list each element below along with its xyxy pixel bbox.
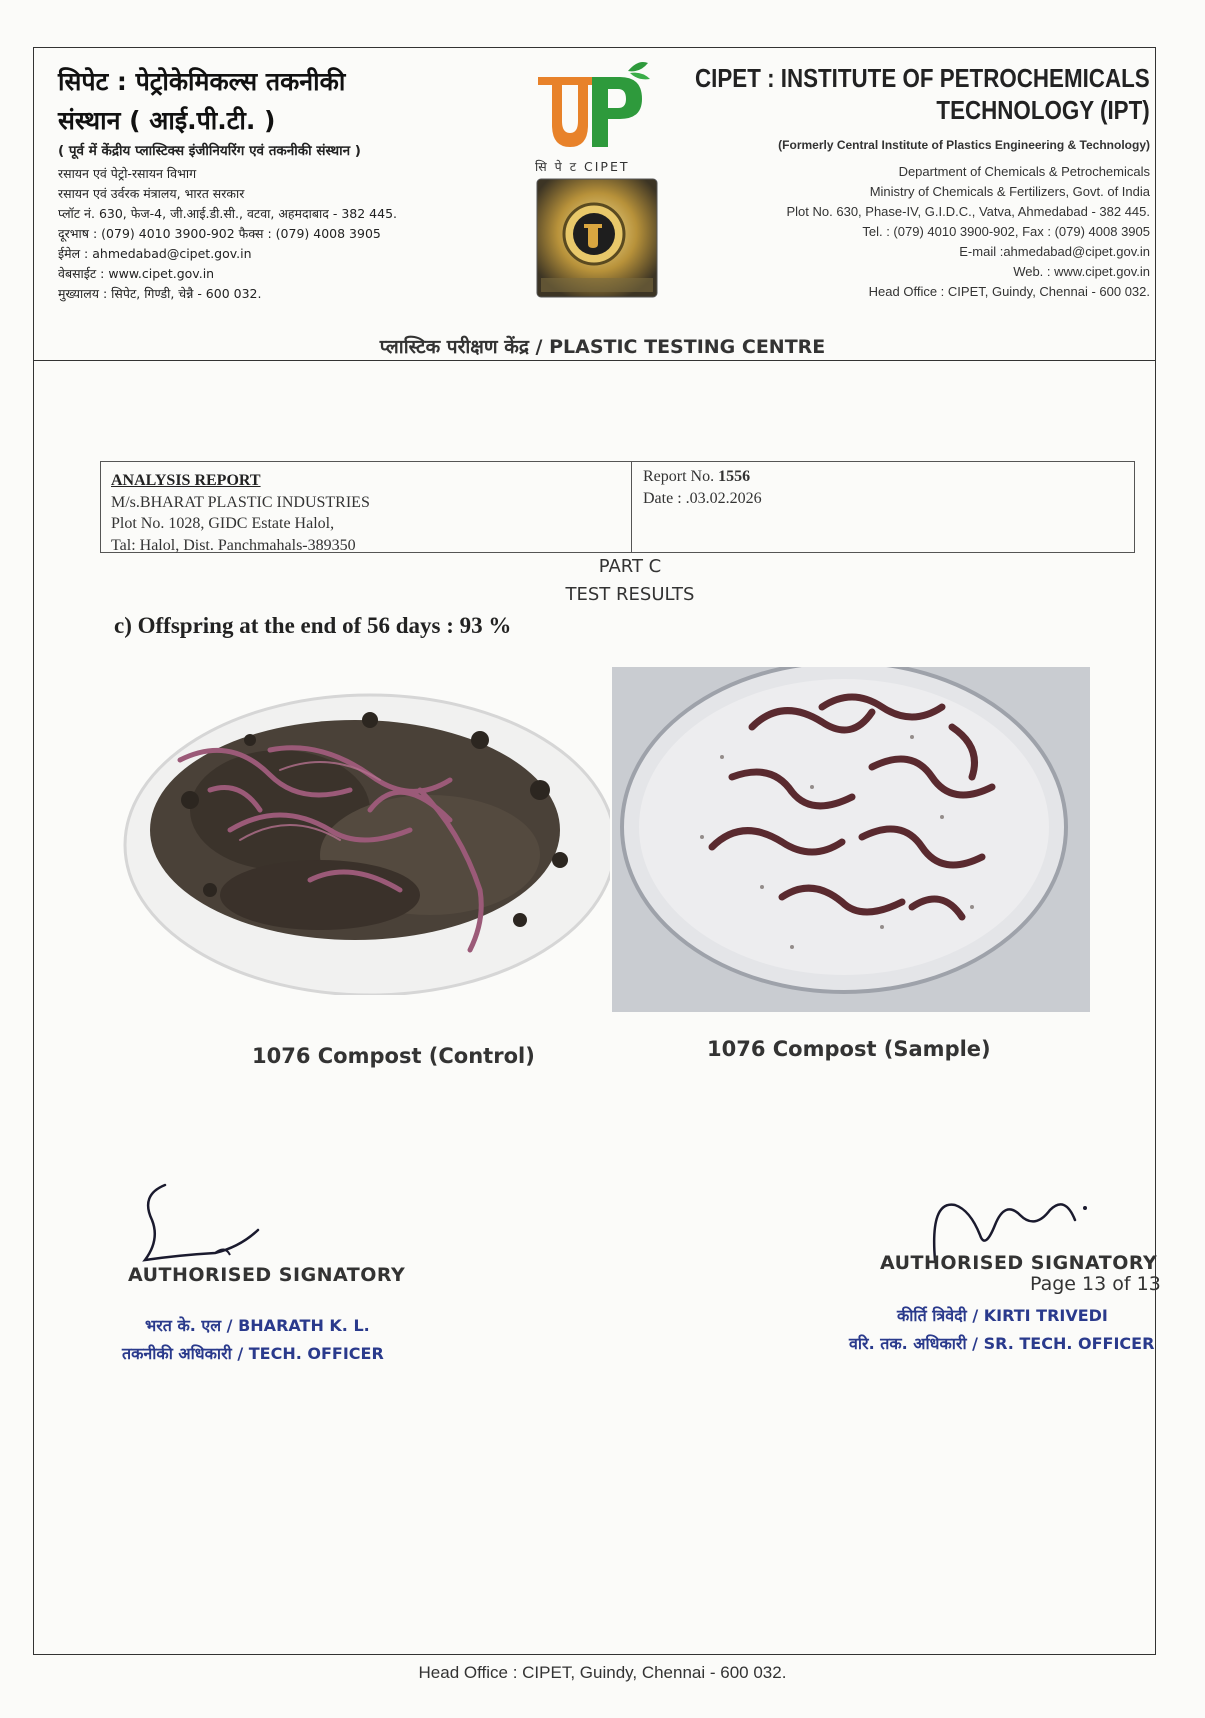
header-divider bbox=[33, 360, 1156, 361]
logo-caption: सि पे ट CIPET bbox=[535, 159, 630, 174]
centre-title: प्लास्टिक परीक्षण केंद्र / PLASTIC TESTING CENTRE bbox=[379, 336, 826, 358]
customer-name: M/s.BHARAT PLASTIC INDUSTRIES bbox=[111, 493, 370, 511]
hindi-institute-title: सिपेट : पेट्रोकेमिकल्स तकनीकी संस्थान ( आई.पी.टी. ) bbox=[58, 67, 346, 135]
offspring-result: c) Offspring at the end of 56 days : 93 % bbox=[114, 613, 512, 638]
hindi-address-line: रसायन एवं पेट्रो-रसायन विभाग bbox=[58, 166, 197, 181]
hindi-address-line: दूरभाष : (079) 4010 3900-902 फैक्स : (079) 4008 3905 bbox=[58, 226, 381, 241]
english-institute-title: CIPET : INSTITUTE OF PETROCHEMICALS TECHNOLOGY (IPT) bbox=[695, 63, 1150, 125]
left-signature-icon bbox=[130, 1175, 260, 1270]
report-number: 1556 bbox=[718, 468, 751, 485]
customer-address: Tal: Halol, Dist. Panchmahals-389350 bbox=[111, 536, 356, 554]
left-signatory-designation: तकनीकी अधिकारी / TECH. OFFICER bbox=[122, 1344, 384, 1363]
footer-head-office: Head Office : CIPET, Guindy, Chennai - 600 032. bbox=[418, 1663, 787, 1682]
report-box-divider bbox=[631, 462, 632, 552]
cipet-logo-icon bbox=[530, 55, 655, 155]
part-label: PART C bbox=[598, 556, 662, 577]
english-address-line: E-mail :ahmedabad@cipet.gov.in bbox=[959, 244, 1150, 259]
report-title: ANALYSIS REPORT bbox=[111, 472, 261, 489]
customer-address: Plot No. 1028, GIDC Estate Halol, bbox=[111, 515, 335, 532]
sample-caption: 1076 Compost (Sample) bbox=[707, 1037, 991, 1061]
english-address-line: Head Office : CIPET, Guindy, Chennai - 600 032. bbox=[868, 284, 1150, 299]
english-formerly: (Formerly Central Institute of Plastics Engineering & Technology) bbox=[778, 138, 1150, 152]
left-signatory-name: भरत के. एल / BHARATH K. L. bbox=[145, 1316, 370, 1335]
english-address-line: Plot No. 630, Phase-IV, G.I.D.C., Vatva, Ahmedabad - 382 445. bbox=[786, 204, 1150, 219]
english-address-line: Web. : www.cipet.gov.in bbox=[1013, 264, 1150, 279]
english-address-line: Tel. : (079) 4010 3900-902, Fax : (079) 4008 3905 bbox=[862, 224, 1150, 239]
english-address-line: Ministry of Chemicals & Fertilizers, Govt. of India bbox=[869, 184, 1150, 199]
english-address-line: Department of Chemicals & Petrochemicals bbox=[898, 164, 1150, 179]
customer-block bbox=[111, 470, 370, 556]
right-signatory-designation: वरि. तक. अधिकारी / SR. TECH. OFFICER bbox=[849, 1334, 1155, 1353]
hindi-address-line: ईमेल : ahmedabad@cipet.gov.in bbox=[58, 246, 252, 261]
report-no-label: Report No. bbox=[643, 468, 715, 485]
hindi-address-line: प्लॉट नं. 630, फेज-4, जी.आई.डी.सी., वटवा, अहमदाबाद - 382 445. bbox=[58, 206, 398, 221]
control-caption: 1076 Compost (Control) bbox=[252, 1044, 535, 1068]
hindi-address-line: मुख्यालय : सिपेट, गिण्डी, चेन्नै - 600 032. bbox=[58, 286, 262, 301]
report-meta bbox=[643, 466, 762, 509]
section-heading: TEST RESULTS bbox=[565, 584, 695, 605]
control-compost-photo bbox=[120, 680, 610, 995]
page-number: Page 13 of 13 bbox=[1030, 1273, 1161, 1295]
hologram-seal-icon bbox=[536, 178, 658, 298]
hindi-address-line: वेबसाईट : www.cipet.gov.in bbox=[58, 266, 215, 281]
sample-compost-photo bbox=[612, 667, 1090, 1012]
report-info-box bbox=[100, 461, 1135, 553]
report-date: Date : .03.02.2026 bbox=[643, 489, 762, 507]
right-authorised-signatory: AUTHORISED SIGNATORY bbox=[880, 1252, 1158, 1274]
hindi-formerly: ( पूर्व में केंद्रीय प्लास्टिक्स इंजीनियरिंग एवं तकनीकी संस्थान ) bbox=[58, 143, 361, 159]
right-signatory-name: कीर्ति त्रिवेदी / KIRTI TRIVEDI bbox=[897, 1306, 1108, 1325]
left-authorised-signatory: AUTHORISED SIGNATORY bbox=[128, 1264, 406, 1286]
hindi-address-line: रसायन एवं उर्वरक मंत्रालय, भारत सरकार bbox=[58, 186, 245, 201]
